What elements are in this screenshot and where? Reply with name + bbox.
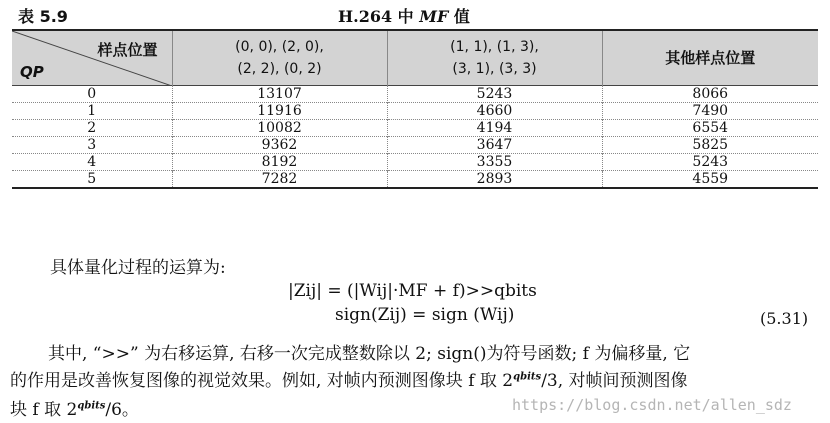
- value-cell: 5243: [387, 85, 602, 102]
- value-cell: 7490: [602, 102, 818, 119]
- p3-pre: 块 f 取 2: [10, 400, 78, 420]
- header-col3-label: 其他样点位置: [665, 49, 756, 68]
- qp-cell: 3: [87, 136, 97, 153]
- value-cell: 8066: [602, 85, 818, 102]
- header-col1-line2: (2, 2), (0, 2): [237, 60, 322, 77]
- p2-superscript: qbits: [513, 371, 542, 383]
- header-col1-line1: (0, 0), (2, 0),: [235, 38, 324, 55]
- value-cell: 2893: [387, 170, 602, 188]
- equation-quantization: |Zij| = (|Wij|·MF + f)>>qbits: [288, 281, 537, 301]
- header-col1: [172, 30, 387, 85]
- header-col2: [387, 30, 602, 85]
- table-row: [12, 85, 818, 102]
- p2-post: /3, 对帧间预测图像: [541, 371, 688, 391]
- p3-post: /6。: [105, 400, 139, 420]
- table-row: [12, 102, 818, 119]
- value-cell: 5243: [602, 153, 818, 170]
- corner-top-label: 样点位置: [97, 41, 158, 59]
- equation-number: (5.31): [760, 309, 809, 328]
- watermark: https://blog.csdn.net/allen_sdz: [512, 396, 792, 414]
- value-cell: 4194: [387, 119, 602, 136]
- value-cell: 6554: [602, 119, 818, 136]
- table-row: [12, 119, 818, 136]
- mf-table: [12, 29, 818, 189]
- qp-cell: 0: [87, 85, 97, 102]
- p2-pre: 的作用是改善恢复图像的视觉效果。例如, 对帧内预测图像块 f 取 2: [10, 371, 514, 391]
- value-cell: 3355: [387, 153, 602, 170]
- value-cell: 13107: [172, 85, 387, 102]
- table-title-pre: H.264 中: [338, 7, 420, 26]
- value-cell: 10082: [172, 119, 387, 136]
- value-cell: 11916: [172, 102, 387, 119]
- value-cell: 7282: [172, 170, 387, 188]
- value-cell: 9362: [172, 136, 387, 153]
- value-cell: 5825: [602, 136, 818, 153]
- equation-sign: sign(Zij) = sign (Wij): [335, 305, 515, 325]
- header-col2-line1: (1, 1), (1, 3),: [450, 38, 539, 55]
- table-row: [12, 136, 818, 153]
- value-cell: 3647: [387, 136, 602, 153]
- table-header: [12, 30, 818, 85]
- header-col3: [602, 30, 818, 85]
- qp-cell: 5: [87, 170, 97, 187]
- p3-superscript: qbits: [77, 400, 106, 412]
- corner-header-cell: [12, 30, 172, 85]
- table-row: [12, 153, 818, 170]
- paragraph-line-3: [10, 395, 139, 420]
- table-title: [338, 4, 470, 27]
- paragraph-line-1: 其中, “>>” 为右移运算, 右移一次完成整数除以 2; sign()为符号函数; f 为偏移量, 它: [48, 344, 691, 364]
- paragraph-line-2: [10, 366, 688, 391]
- value-cell: 4660: [387, 102, 602, 119]
- value-cell: 8192: [172, 153, 387, 170]
- intro-text: 具体量化过程的运算为:: [50, 258, 226, 278]
- header-col2-line2: (3, 1), (3, 3): [452, 60, 537, 77]
- table-row: [12, 170, 818, 188]
- corner-bottom-label: QP: [20, 62, 44, 81]
- table-body: [12, 85, 818, 188]
- table-label: 表 5.9: [18, 7, 68, 26]
- table-title-post: 值: [448, 7, 470, 26]
- table-title-em: MF: [419, 7, 449, 26]
- qp-cell: 2: [87, 119, 97, 136]
- qp-cell: 1: [87, 102, 97, 119]
- qp-cell: 4: [87, 153, 97, 170]
- value-cell: 4559: [602, 170, 818, 188]
